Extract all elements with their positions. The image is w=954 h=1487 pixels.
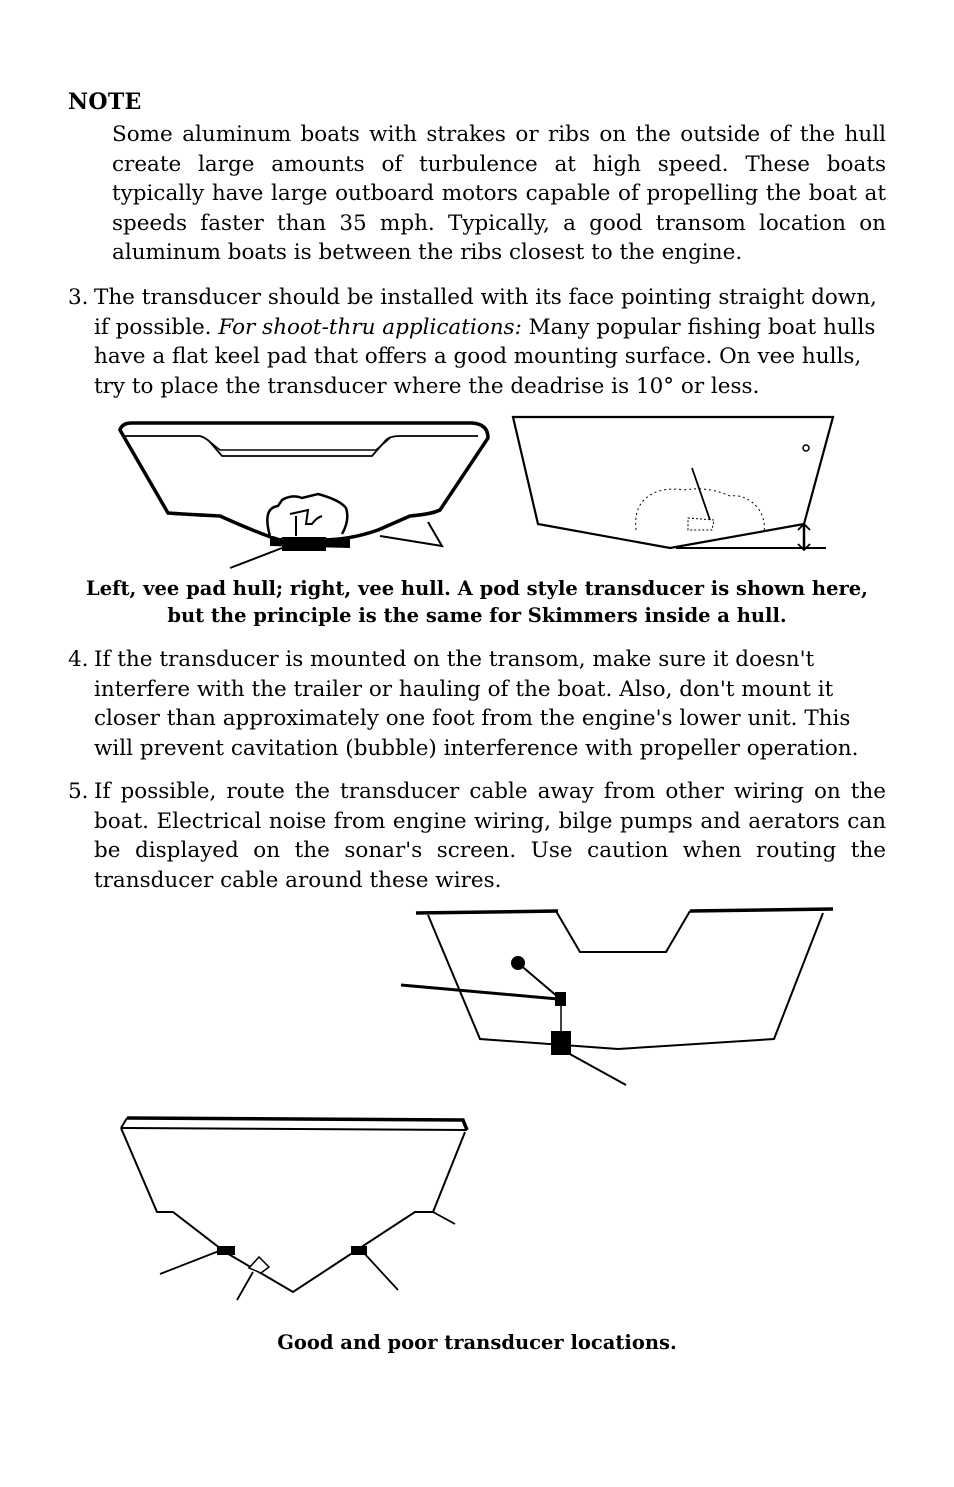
figure-2-caption: Good and poor transducer locations. [277,1331,677,1354]
list-item-number: 5. [68,779,89,804]
list-item-text: If possible, route the transducer cable away from other wiring on the boat. Electrical noise from engine wiring, bilge pumps and aerators can be displayed on the sonar's screen. Use caution when routing the transducer cable around these wires. [94,779,886,893]
figure-1-caption-line-1: Left, vee pad hull; right, vee hull. A pod style transducer is shown here, [86,577,868,600]
list-item-number: 4. [68,647,89,672]
list-item-text: If the transducer is mounted on the transom, make sure it doesn't interfere with the trailer or hauling of the boat. Also, don't mount it closer than approximately one foot from the engine's lower unit. This will prevent cavitation (bubble) interference with propeller operation. [94,647,859,761]
note-body: Some aluminum boats with strakes or ribs on the outside of the hull create large amounts of turbulence at high speed. These boats typically have large outboard motors capable of propelling the boat at speeds faster than 35 mph. Typically, a good transom location on aluminum boats is between the ribs closest to the engine. [112,122,886,265]
list-item-number: 3. [68,285,89,310]
figure-1-caption-line-2: but the principle is the same for Skimmers inside a hull. [167,604,787,627]
list-item-5 [68,777,886,895]
figure-1-caption [60,575,894,629]
note-title: NOTE [68,89,142,115]
list-item-text: The transducer should be installed with its face pointing straight down, if possible. For shoot-thru applications: Many popular fishing boat hulls have a flat keel pad that offers a good mounting surface. On vee hulls, try to place the transducer where the deadrise is 10° or less. [94,285,877,399]
vee-hull-diagram [508,412,838,562]
flat-hull-diagram [115,1112,475,1302]
vee-pad-hull-diagram [110,418,500,568]
transom-hull-diagram [398,905,838,1090]
list-item-3 [68,283,886,401]
shoot-thru-label: For shoot-thru applications: [218,314,522,340]
list-item-4 [68,645,886,763]
